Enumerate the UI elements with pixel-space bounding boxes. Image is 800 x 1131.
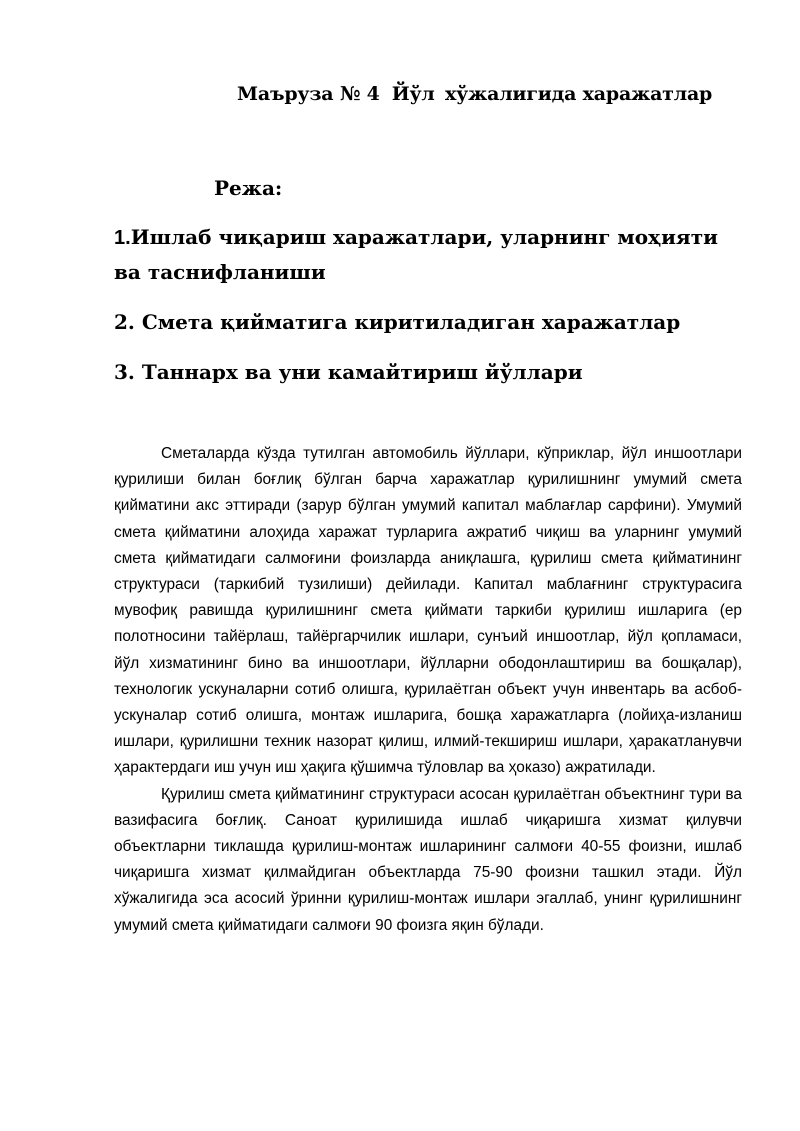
body-paragraph: Қурилиш смета қийматининг структураси асосан қурилаётган объектнинг тури ва вазифасига боғлиқ. Саноат қурилишида ишлаб чиқаришга хизмат қилувчи объектларни тиклашда қурилиш-монтаж ишларининг салмоғи 40-55 фоизни, ишлаб чиқаришга хизмат қилмайдиган объектларда 75-90 фоизни ташкил этади. Йўл хўжалигида эса асосий ўринни қурилиш-монтаж ишлари эгаллаб, унинг қурилишнинг умумий смета қийматидаги салмоғи 90 фоизга яқин бўлади. (114, 785, 742, 934)
plan-item-text: Таннарх ва уни камайтириш йўллари (141, 360, 583, 384)
lecture-body (114, 441, 742, 939)
plan-item-text: Смета қийматига киритиладиган харажатлар (141, 310, 681, 334)
lecture-title-rest: хўжалигида харажатлар (445, 83, 713, 105)
plan-item-number: 3. (114, 360, 142, 384)
plan-item (114, 220, 744, 289)
plan-heading: Режа: (214, 176, 283, 200)
plan-item (114, 355, 744, 389)
plan-item-number: 2. (114, 310, 142, 334)
lecture-title-road: Йўл (391, 83, 435, 105)
plan-list (114, 220, 744, 405)
plan-item (114, 305, 744, 339)
plan-item-text: Ишлаб чиқариш харажатлари, уларнинг моҳияти ва таснифланиши (114, 225, 718, 284)
lecture-number: Маъруза № 4 (237, 83, 380, 105)
body-paragraph: Сметаларда кўзда тутилган автомобиль йўллари, кўприклар, йўл иншоотлари қурилиши билан боғлиқ бўлган барча харажатлар қурилишнинг умумий смета қийматини акс эттиради (зарур бўлган умумий капитал маблағлар сарфини). Умумий смета қийматини алоҳида харажат турларига ажратиб чиқиш ва уларнинг умумий смета қийматидаги салмоғини фоизларда аниқлашга, қурилиш смета қийматининг структураси (таркибий тузилиши) дейилади. Капитал маблағнинг структурасига мувофиқ равишда қурилишнинг смета қиймати таркиби қурилиш ишларига (ер полотносини тайёрлаш, тайёргарчилик ишлари, сунъий иншоотлар, йўл қопламаси, йўл хизматининг бино ва иншоотлари, йўлларни ободонлаштириш ва бошқалар), технологик ускуналарни сотиб олишга, қурилаётган объект учун инвентарь ва асбоб-ускуналар сотиб олишга, монтаж ишларига, бошқа харажатларга (лойиҳа-изланиш ишлари, қурилишни техник назорат қилиш, илмий-текшириш ишлари, ҳаракатланувчи ҳарактердаги иш учун иш ҳақига қўшимча тўловлар ва ҳоказо) ажратилади. (114, 445, 742, 777)
plan-item-number: 1. (114, 227, 131, 249)
lecture-title (237, 83, 712, 105)
